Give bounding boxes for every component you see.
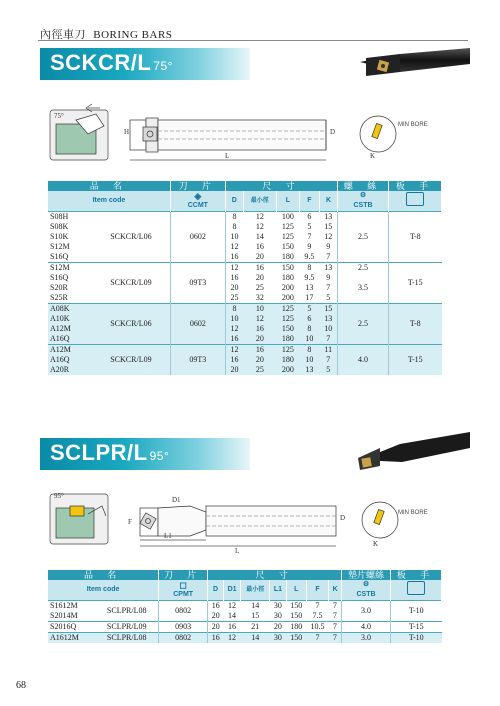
cell-wrench: T-8	[389, 304, 442, 345]
cell-d: 8	[225, 222, 243, 232]
cell-l: 125	[276, 304, 299, 315]
cell-item-code: A12M	[48, 345, 92, 356]
cell-d: 12	[225, 242, 243, 252]
table-row	[48, 345, 442, 356]
cell-series: SCKCR/L06	[92, 212, 170, 263]
cell-k: 13	[319, 314, 337, 324]
cell-f: 13	[299, 283, 319, 293]
col-wrench-2	[391, 580, 442, 601]
svg-text:75°: 75°	[54, 112, 64, 120]
cell-f: 8	[299, 345, 319, 356]
cell-f: 9.5	[299, 273, 319, 283]
cell-item-code: A20R	[48, 365, 92, 375]
cell-l: 150	[276, 263, 299, 274]
svg-text:K: K	[370, 152, 376, 160]
cell-min-bore: 16	[243, 263, 276, 274]
cell-min-bore: 14	[241, 633, 270, 644]
cell-wrench: T-15	[391, 622, 442, 633]
cell-l: 180	[276, 355, 299, 365]
cell-d1: 14	[223, 611, 240, 622]
cell-item-code: A1612M	[48, 633, 95, 644]
cell-k: 13	[319, 212, 337, 223]
table-row	[48, 304, 442, 315]
cell-l: 150	[286, 633, 306, 644]
cell-min-bore: 16	[243, 324, 276, 334]
col-f-2: F	[306, 580, 329, 601]
cell-f: 7.5	[306, 611, 329, 622]
cell-item-code: A16Q	[48, 355, 92, 365]
cell-k: 5	[319, 293, 337, 304]
cell-k: 12	[319, 232, 337, 242]
cell-series: SCLPR/L09	[95, 622, 158, 633]
cell-d1: 12	[223, 633, 240, 644]
header-rule	[38, 40, 468, 41]
col-d: D	[225, 191, 243, 212]
cell-l: 125	[276, 232, 299, 242]
col-screw-2: ⚙ CSTB	[342, 580, 391, 601]
cell-min-bore: 12	[243, 222, 276, 232]
cell-min-bore: 20	[243, 273, 276, 283]
cell-insert: 0802	[159, 633, 208, 644]
group-header-wrench: 板 手	[389, 181, 442, 191]
col-l: L	[276, 191, 299, 212]
cell-f: 7	[299, 232, 319, 242]
spec-table-sckcr-grid	[48, 181, 442, 375]
cell-d1: 12	[223, 601, 240, 612]
cell-insert: 09T3	[170, 263, 225, 304]
cell-item-code: S12M	[48, 242, 92, 252]
table-row	[48, 622, 442, 633]
cell-wrench: T-15	[389, 345, 442, 376]
cell-f: 6	[299, 212, 319, 223]
cell-item-code: A08K	[48, 304, 92, 315]
group-header-product-2: 品 名	[48, 570, 159, 580]
col-l1: L1	[270, 580, 287, 601]
svg-text:F: F	[128, 518, 132, 526]
cell-screw: 2.5	[338, 212, 389, 263]
cell-d: 16	[225, 252, 243, 263]
rhombic-insert-icon: ◈	[194, 191, 202, 201]
table-row	[48, 633, 442, 644]
svg-text:D1: D1	[172, 496, 181, 504]
cell-series: SCKCR/L09	[92, 263, 170, 304]
group-header-screw: 螺 絲	[338, 181, 389, 191]
cell-d: 12	[225, 345, 243, 356]
cell-l1: 30	[270, 611, 287, 622]
group-header-dimensions-2: 尺 寸	[208, 570, 342, 580]
group-header-insert-2: 刀 片	[159, 570, 208, 580]
cell-min-bore: 10	[243, 304, 276, 315]
cell-f: 5	[299, 304, 319, 315]
cell-d: 20	[208, 622, 224, 633]
col-d-2: D	[208, 580, 224, 601]
cell-k: 10	[319, 324, 337, 334]
spec-table-sclpr	[48, 570, 442, 643]
cell-d: 16	[225, 273, 243, 283]
cell-min-bore: 12	[243, 314, 276, 324]
cell-l1: 30	[270, 633, 287, 644]
svg-text:H: H	[124, 128, 130, 136]
cell-k: 9	[319, 273, 337, 283]
cell-series: SCLPR/L08	[95, 601, 158, 622]
cell-min-bore: 25	[243, 283, 276, 293]
cell-min-bore: 12	[243, 212, 276, 223]
tool-photo-sckcr	[250, 48, 470, 80]
col-cpmt: ◻ CPMT	[159, 580, 208, 601]
cell-min-bore: 14	[241, 601, 270, 612]
cell-d: 8	[225, 212, 243, 223]
header-title-cn: 內徑車刀	[40, 29, 86, 41]
cell-insert: 0602	[170, 212, 225, 263]
cell-k: 13	[319, 263, 337, 274]
cell-l1: 20	[270, 622, 287, 633]
cell-f: 10	[299, 355, 319, 365]
cell-screw: 3.0	[342, 633, 391, 644]
cell-l: 125	[276, 222, 299, 232]
cell-l: 200	[276, 293, 299, 304]
svg-text:K: K	[373, 540, 379, 548]
group-header-insert: 刀 片	[170, 181, 225, 191]
svg-text:MIN BORE: MIN BORE	[398, 122, 428, 128]
cell-item-code: S16Q	[48, 252, 92, 263]
section-title-sclpr: SCLPR/L 95°	[50, 440, 170, 465]
cell-screw: 3.0	[342, 601, 391, 622]
col-f: F	[299, 191, 319, 212]
cell-d: 16	[208, 601, 224, 612]
table-row	[48, 601, 442, 612]
cell-f: 7	[306, 601, 329, 612]
screw-icon: ⚙	[359, 192, 367, 199]
col-d1: D1	[223, 580, 240, 601]
col-l-2: L	[286, 580, 306, 601]
cell-item-code: A10K	[48, 314, 92, 324]
cell-d1: 16	[223, 622, 240, 633]
cell-min-bore: 20	[243, 252, 276, 263]
cell-item-code: A12M	[48, 324, 92, 334]
cell-insert: 0802	[159, 601, 208, 622]
cell-d: 10	[225, 314, 243, 324]
cell-series: SCKCR/L06	[92, 304, 170, 345]
cell-d: 20	[208, 611, 224, 622]
cell-l: 150	[286, 611, 306, 622]
cell-screw: 4.0	[338, 345, 389, 376]
cell-f: 6	[299, 314, 319, 324]
group-header-wrench-2: 板 手	[391, 570, 442, 580]
cell-k: 7	[329, 633, 342, 644]
cell-min-bore: 20	[243, 355, 276, 365]
cell-series: SCKCR/L09	[92, 345, 170, 376]
cell-item-code: S08H	[48, 212, 92, 223]
svg-text:L: L	[225, 152, 230, 160]
section-title-sckcr: SCKCR/L 75°	[50, 50, 173, 75]
col-k-2: K	[329, 580, 342, 601]
col-item-code-2: Item code	[48, 580, 159, 601]
group-header-dimensions: 尺 寸	[225, 181, 337, 191]
cell-l: 180	[286, 622, 306, 633]
tool-diagram-sckcr	[40, 98, 470, 170]
col-wrench	[389, 191, 442, 212]
cell-item-code: S2014M	[48, 611, 95, 622]
cell-d: 20	[225, 283, 243, 293]
cell-item-code: S12M	[48, 263, 92, 274]
cell-k: 7	[319, 283, 337, 293]
cell-item-code: S08K	[48, 222, 92, 232]
cell-item-code: S16Q	[48, 273, 92, 283]
cell-insert: 09T3	[170, 345, 225, 376]
cell-f: 8	[299, 324, 319, 334]
svg-text:MIN BORE: MIN BORE	[398, 510, 428, 516]
col-screw: ⚙ CSTB	[338, 191, 389, 212]
group-header-product: 品 名	[48, 181, 170, 191]
spec-table-sckcr	[48, 181, 442, 375]
cell-d: 20	[225, 365, 243, 375]
cell-wrench: T-8	[389, 212, 442, 263]
cell-l: 200	[276, 365, 299, 375]
cell-k: 7	[319, 334, 337, 345]
cell-f: 13	[299, 365, 319, 375]
table-row	[48, 263, 442, 274]
cell-l: 180	[276, 273, 299, 283]
svg-text:L: L	[235, 547, 240, 554]
cell-screw: 3.5	[338, 273, 389, 304]
cell-min-bore: 16	[243, 242, 276, 252]
cell-f: 17	[299, 293, 319, 304]
cell-k: 7	[319, 355, 337, 365]
cell-series: SCLPR/L08	[95, 633, 158, 644]
cell-d: 8	[225, 304, 243, 315]
screw-icon: ⚙	[362, 581, 370, 588]
cell-f: 5	[299, 222, 319, 232]
cell-f: 9	[299, 242, 319, 252]
cell-item-code: S25R	[48, 293, 92, 304]
cell-insert: 0602	[170, 304, 225, 345]
cell-wrench: T-15	[389, 263, 442, 304]
svg-text:L1: L1	[164, 532, 172, 540]
cell-insert: 0903	[159, 622, 208, 633]
cell-min-bore: 25	[243, 365, 276, 375]
cell-screw: 2.5	[338, 263, 389, 274]
cell-min-bore: 20	[243, 334, 276, 345]
cell-f: 10.5	[306, 622, 329, 633]
cell-f: 9.5	[299, 252, 319, 263]
page-number: 68	[16, 680, 26, 691]
cell-f: 7	[306, 633, 329, 644]
group-header-screw-2: 墊片螺絲	[342, 570, 391, 580]
cell-screw: 4.0	[342, 622, 391, 633]
square-insert-icon: ◻	[179, 580, 187, 590]
wrench-icon	[406, 192, 424, 206]
cell-l: 125	[276, 314, 299, 324]
cell-l1: 30	[270, 601, 287, 612]
wrench-icon	[407, 581, 425, 595]
cell-wrench: T-10	[391, 633, 442, 644]
header-title-en: BORING BARS	[93, 29, 173, 41]
cell-l: 100	[276, 212, 299, 223]
cell-k: 15	[319, 304, 337, 315]
cell-l: 150	[276, 242, 299, 252]
cell-d: 12	[225, 263, 243, 274]
cell-k: 7	[329, 601, 342, 612]
cell-item-code: S10K	[48, 232, 92, 242]
cell-item-code: S2016Q	[48, 622, 95, 633]
cell-min-bore: 32	[243, 293, 276, 304]
cell-d: 16	[225, 355, 243, 365]
cell-k: 7	[329, 622, 342, 633]
cell-min-bore: 14	[243, 232, 276, 242]
cell-min-bore: 15	[241, 611, 270, 622]
cell-d: 10	[225, 232, 243, 242]
cell-d: 16	[208, 633, 224, 644]
cell-l: 125	[276, 345, 299, 356]
svg-text:95°: 95°	[54, 492, 64, 500]
cell-f: 10	[299, 334, 319, 345]
cell-k: 7	[329, 611, 342, 622]
cell-k: 5	[319, 365, 337, 375]
section-title-band-sclpr	[40, 438, 250, 470]
cell-min-bore: 21	[241, 622, 270, 633]
cell-d: 16	[225, 334, 243, 345]
cell-l: 200	[276, 283, 299, 293]
spec-table-sclpr-grid	[48, 570, 442, 643]
cell-k: 11	[319, 345, 337, 356]
cell-l: 180	[276, 252, 299, 263]
cell-l: 180	[276, 334, 299, 345]
cell-k: 7	[319, 252, 337, 263]
cell-d: 12	[225, 324, 243, 334]
svg-text:D: D	[330, 128, 336, 136]
col-k: K	[319, 191, 337, 212]
cell-item-code: S20R	[48, 283, 92, 293]
tool-photo-sclpr	[340, 430, 470, 474]
tool-diagram-sclpr	[40, 484, 470, 554]
cell-l: 150	[286, 601, 306, 612]
table-row	[48, 212, 442, 223]
cell-k: 9	[319, 242, 337, 252]
cell-d: 25	[225, 293, 243, 304]
cell-min-bore: 16	[243, 345, 276, 356]
cell-wrench: T-10	[391, 601, 442, 622]
cell-l: 150	[276, 324, 299, 334]
col-min-bore: 最小徑	[243, 191, 276, 212]
col-min-bore-2: 最小徑	[241, 580, 270, 601]
cell-k: 15	[319, 222, 337, 232]
svg-text:D: D	[340, 514, 346, 522]
section-title-band-sckcr	[40, 48, 250, 80]
cell-item-code: S1612M	[48, 601, 95, 612]
col-ccmt: ◈ CCMT	[170, 191, 225, 212]
cell-item-code: A16Q	[48, 334, 92, 345]
cell-f: 8	[299, 263, 319, 274]
cell-screw: 2.5	[338, 304, 389, 345]
col-item-code: Item code	[48, 191, 170, 212]
